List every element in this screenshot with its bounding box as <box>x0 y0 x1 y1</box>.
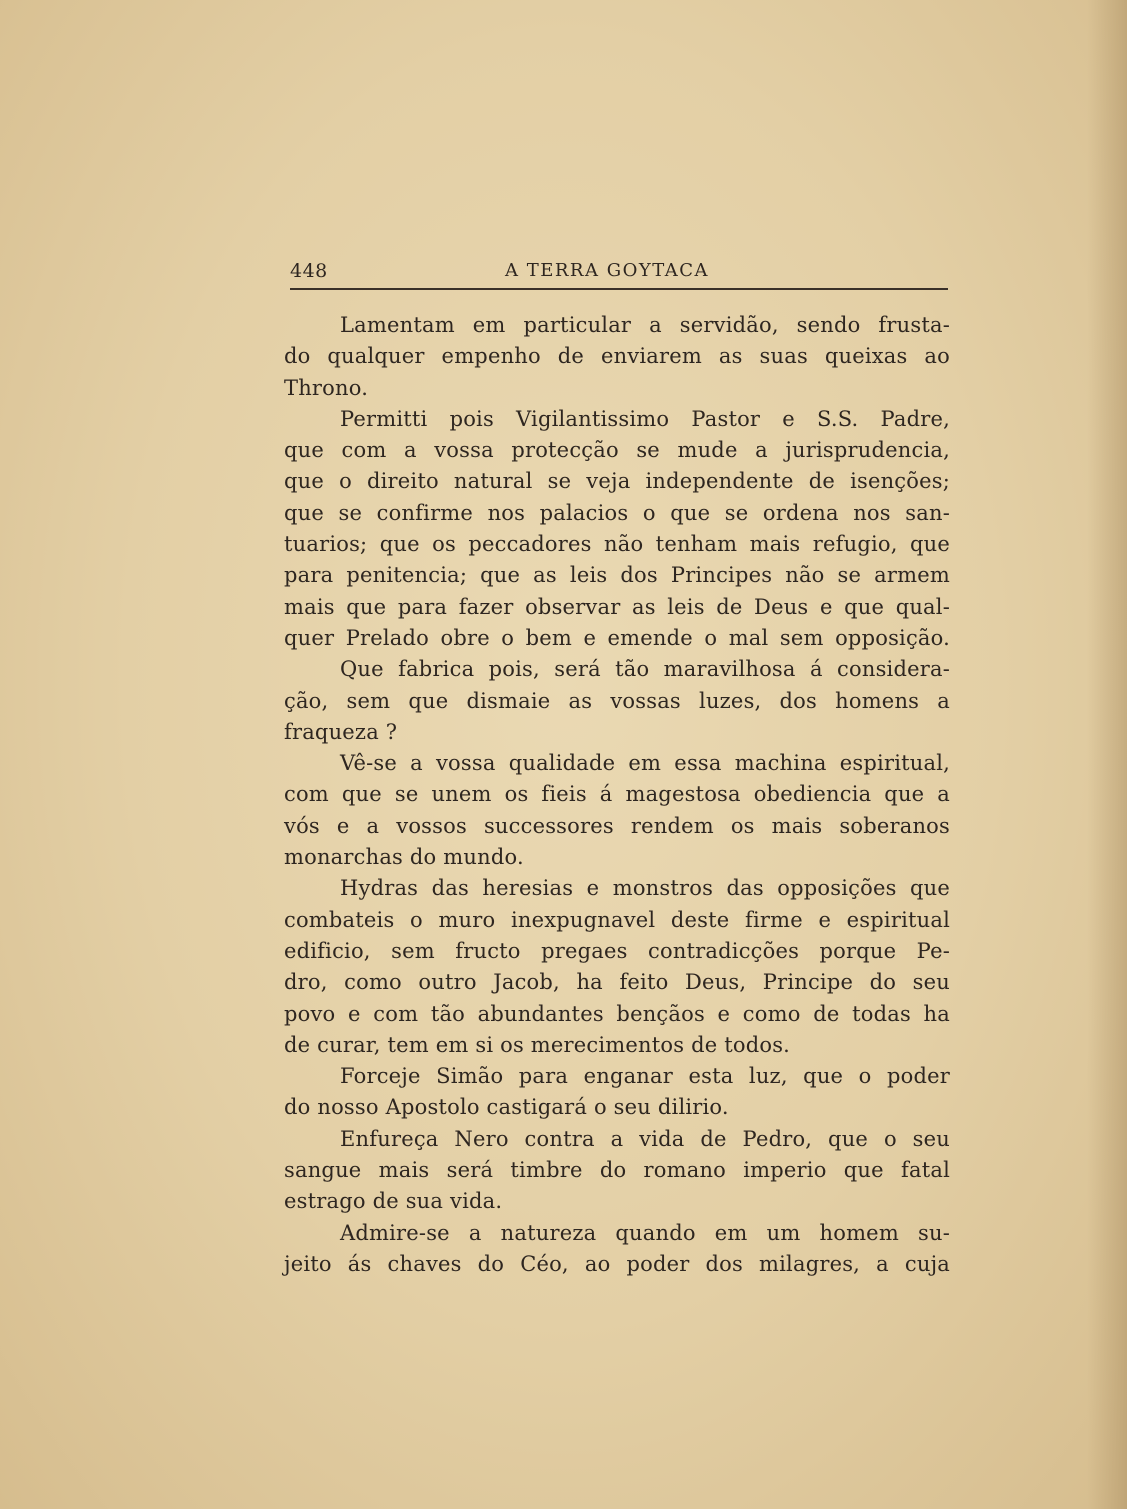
running-head <box>290 258 948 290</box>
text-line: tuarios; que os peccadores não tenham mais refugio, que <box>284 532 950 557</box>
text-line: monarchas do mundo. <box>284 845 524 870</box>
text-line: dro, como outro Jacob, ha feito Deus, Principe do seu <box>284 970 950 995</box>
text-line: sangue mais será timbre do romano imperio que fatal <box>284 1158 950 1183</box>
text-line: Vê-se a vossa qualidade em essa machina espiritual, <box>340 751 950 776</box>
text-line: Hydras das heresias e monstros das opposições que <box>340 876 950 901</box>
book-title: A TERRA GOYTACA <box>505 260 710 281</box>
text-line: vós e a vossos successores rendem os mais soberanos <box>284 813 950 838</box>
text-line: de curar, tem em si os merecimentos de todos. <box>284 1032 791 1057</box>
body-text <box>284 310 950 1280</box>
text-line: que com a vossa protecção se mude a jurisprudencia, <box>284 438 950 463</box>
text-line: povo e com tão abundantes bençãos e como de todas ha <box>284 1001 950 1026</box>
text-line: mais que para fazer observar as leis de Deus e que qual- <box>284 594 950 619</box>
text-line: quer Prelado obre o bem e emende o mal sem opposição. <box>284 625 950 650</box>
page-number: 448 <box>290 260 328 282</box>
text-line: que se confirme nos palacios o que se ordena nos san- <box>284 500 950 525</box>
text-line: Admire-se a natureza quando em um homem su- <box>340 1220 950 1245</box>
text-line: Throno. <box>284 375 369 400</box>
text-line: do nosso Apostolo castigará o seu dilirio. <box>284 1095 729 1120</box>
text-line: Que fabrica pois, será tão maravilhosa á considera- <box>340 657 950 682</box>
text-line: com que se unem os fieis á magestosa obediencia que a <box>284 782 950 807</box>
text-line: estrago de sua vida. <box>284 1189 503 1214</box>
text-line: fraqueza ? <box>284 719 398 744</box>
text-line: do qualquer empenho de enviarem as suas queixas ao <box>284 344 950 369</box>
page-edge-shadow <box>1087 0 1127 1509</box>
text-line: edificio, sem fructo pregaes contradicções porque Pe- <box>284 938 950 963</box>
text-line: ção, sem que dismaie as vossas luzes, dos homens a <box>284 688 950 713</box>
text-line: Lamentam em particular a servidão, sendo frusta- <box>340 313 950 337</box>
text-line: Forceje Simão para enganar esta luz, que o poder <box>340 1064 950 1089</box>
text-line: combateis o muro inexpugnavel deste firme e espiritual <box>284 907 950 932</box>
text-line: que o direito natural se veja independente de isenções; <box>284 469 950 494</box>
text-line: para penitencia; que as leis dos Principes não se armem <box>284 563 950 588</box>
text-line: Enfureça Nero contra a vida de Pedro, que o seu <box>340 1126 950 1151</box>
text-line: jeito ás chaves do Céo, ao poder dos milagres, a cuja <box>284 1251 950 1276</box>
text-line: Permitti pois Vigilantissimo Pastor e S.S. Padre, <box>340 406 950 431</box>
